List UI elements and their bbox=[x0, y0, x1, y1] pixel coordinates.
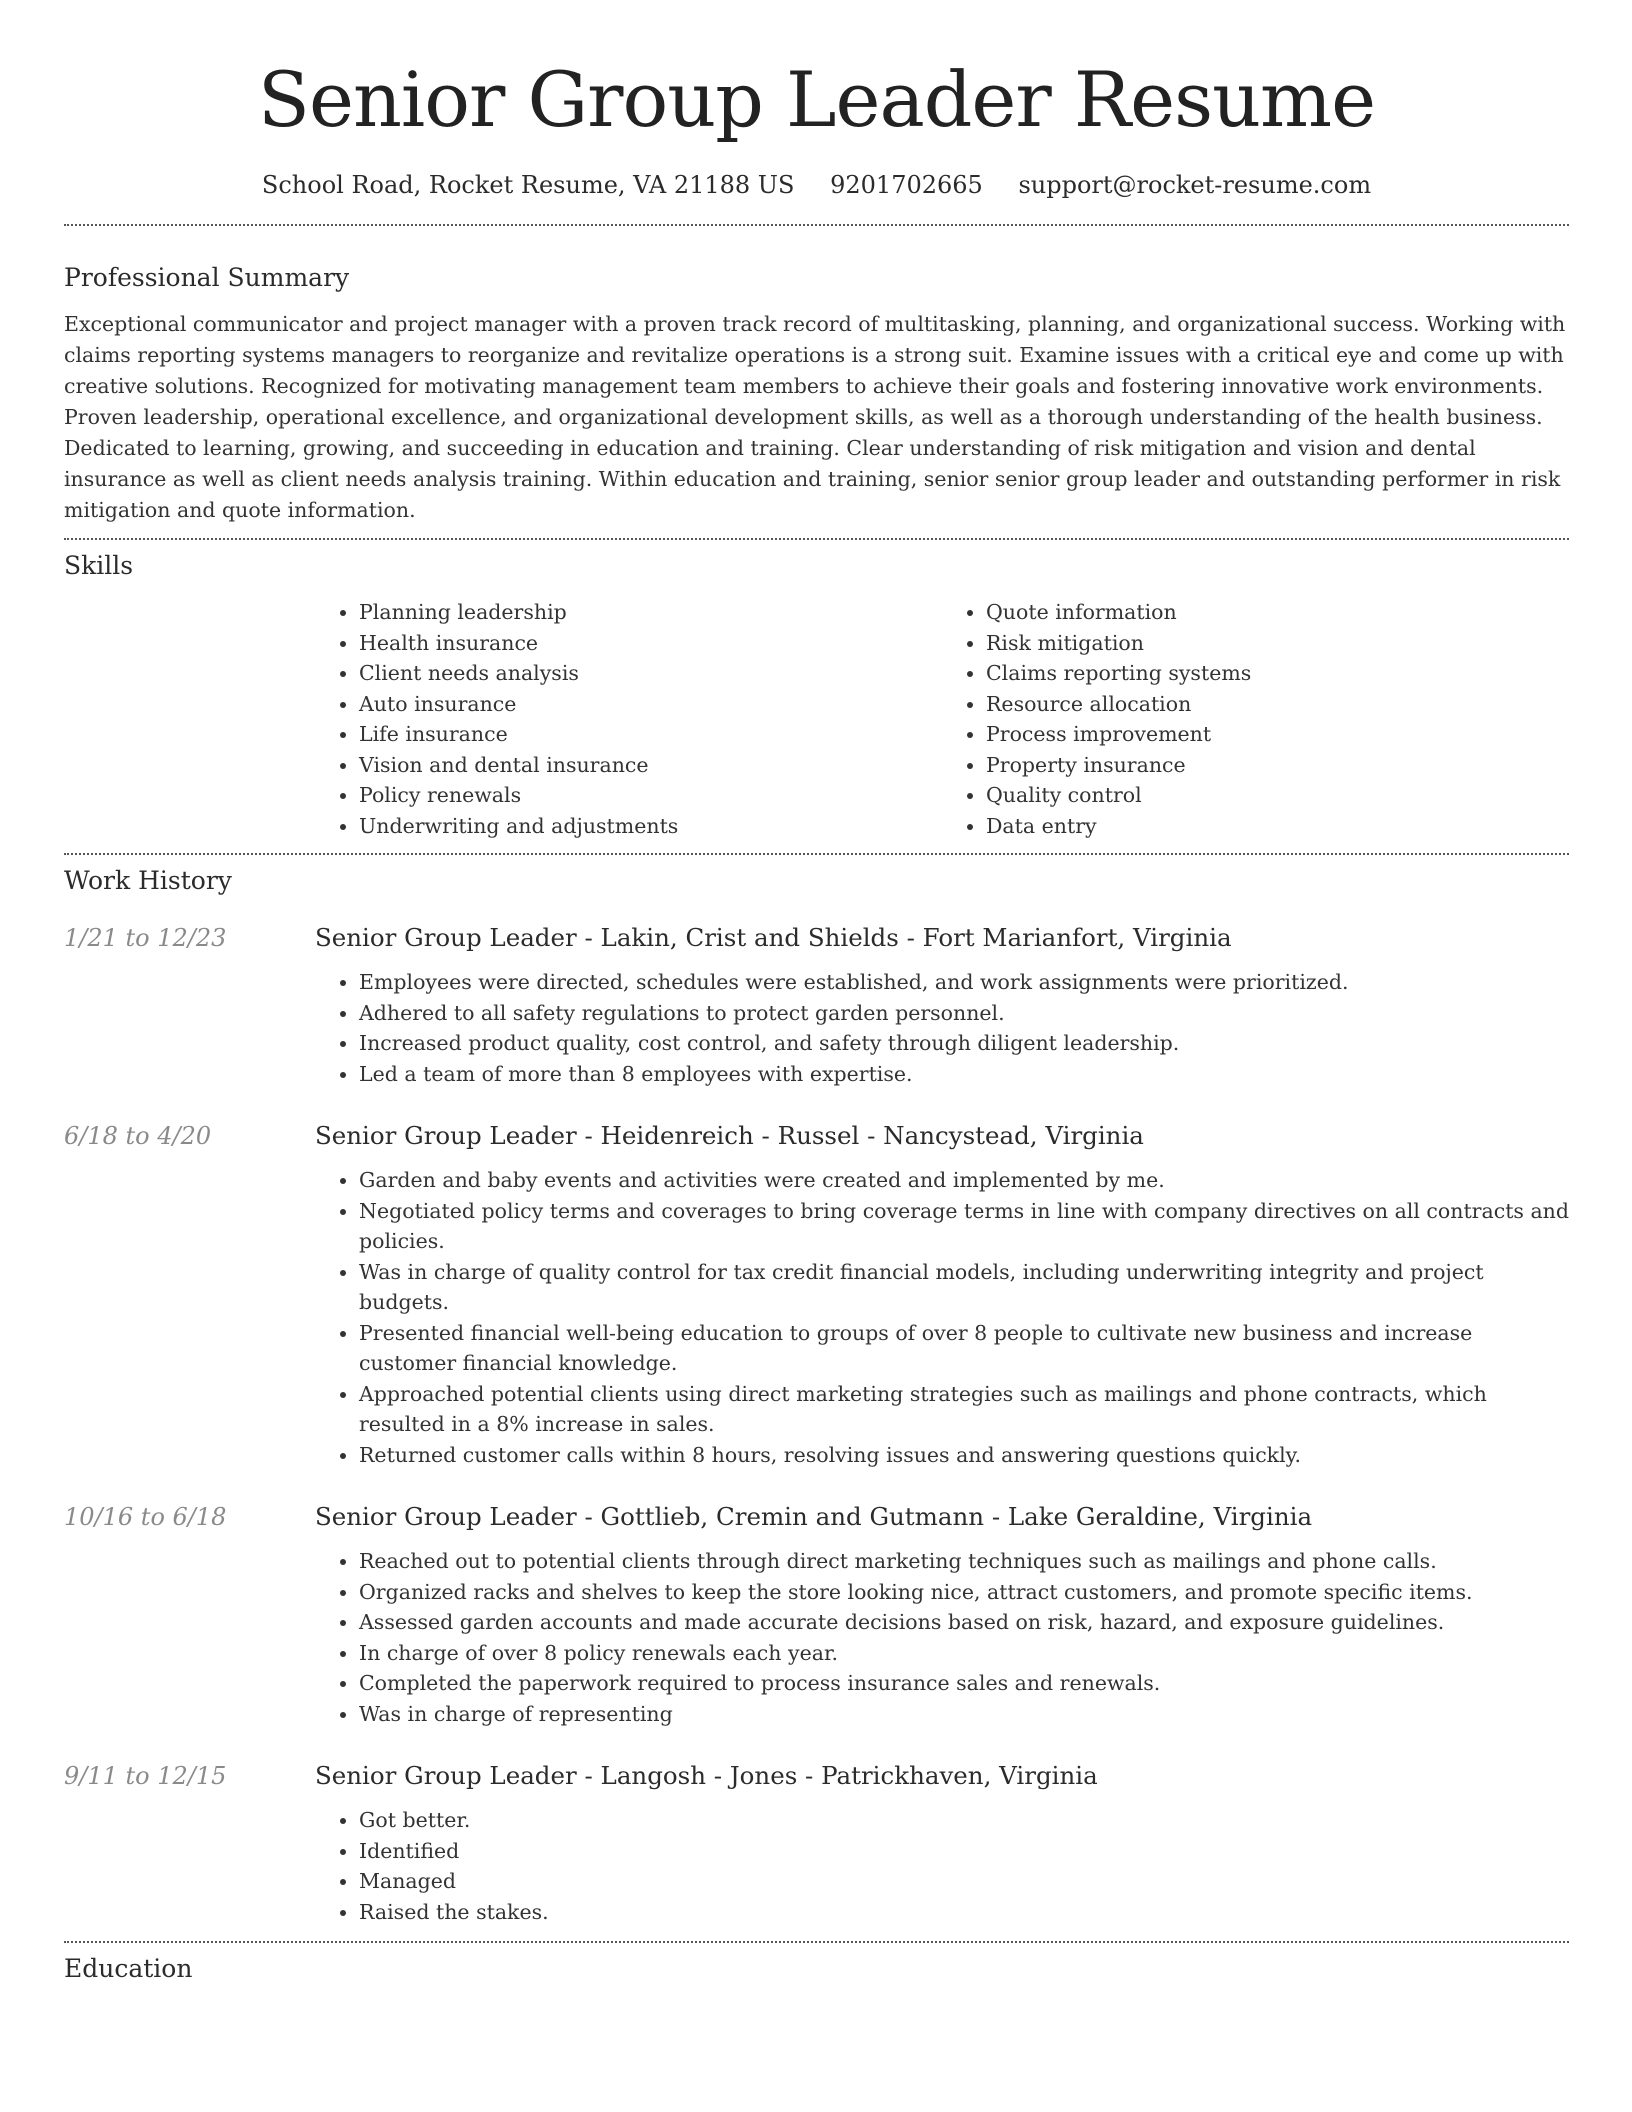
contact-address: School Road, Rocket Resume, VA 21188 US bbox=[261, 171, 795, 199]
skill-item: • Client needs analysis bbox=[359, 658, 942, 689]
job-bullet: • Presented financial well-being education to groups of over 8 people to cultivate new business and increase customer financial knowledge. bbox=[359, 1318, 1569, 1379]
job-dates: 9/11 to 12/15 bbox=[64, 1762, 227, 1790]
skill-item: • Health insurance bbox=[359, 628, 942, 659]
job-bullet: • Returned customer calls within 8 hours, resolving issues and answering questions quickly. bbox=[359, 1440, 1569, 1471]
job-details bbox=[315, 921, 1569, 1089]
job-details bbox=[315, 1119, 1569, 1470]
contact-email: support@rocket-resume.com bbox=[1018, 171, 1372, 199]
section-divider bbox=[64, 1941, 1569, 1943]
job-title: Senior Group Leader - Gottlieb, Cremin and Gutmann - Lake Geraldine, Virginia bbox=[315, 1502, 1313, 1531]
skills-list-left bbox=[315, 597, 942, 841]
job-bullet: • Was in charge of representing bbox=[359, 1699, 1569, 1730]
skill-item: • Life insurance bbox=[359, 719, 942, 750]
skill-item: • Property insurance bbox=[986, 750, 1569, 781]
contact-phone: 9201702665 bbox=[830, 171, 983, 199]
job-bullet: • Raised the stakes. bbox=[359, 1897, 1569, 1928]
skill-item: • Vision and dental insurance bbox=[359, 750, 942, 781]
education-section bbox=[64, 1952, 1569, 1986]
job-entry bbox=[64, 1500, 1569, 1729]
job-dates: 10/16 to 6/18 bbox=[64, 1503, 227, 1531]
job-bullet: • Completed the paperwork required to process insurance sales and renewals. bbox=[359, 1668, 1569, 1699]
skill-item: • Quality control bbox=[986, 780, 1569, 811]
contact-line bbox=[64, 168, 1569, 202]
skill-item: • Data entry bbox=[986, 811, 1569, 842]
job-bullet: • In charge of over 8 policy renewals each year. bbox=[359, 1638, 1569, 1669]
section-divider bbox=[64, 538, 1569, 540]
job-entry bbox=[64, 1119, 1569, 1470]
job-details bbox=[315, 1500, 1569, 1729]
job-dates: 6/18 to 4/20 bbox=[64, 1122, 212, 1150]
skills-list-right bbox=[942, 597, 1569, 841]
job-bullets bbox=[315, 1546, 1569, 1729]
skill-item: • Quote information bbox=[986, 597, 1569, 628]
skill-item: • Resource allocation bbox=[986, 689, 1569, 720]
job-entry bbox=[64, 921, 1569, 1089]
job-bullet: • Organized racks and shelves to keep the store looking nice, attract customers, and promote specific items. bbox=[359, 1577, 1569, 1608]
job-bullet: • Got better. bbox=[359, 1805, 1569, 1836]
work-history-heading: Work History bbox=[64, 866, 232, 895]
skill-item: • Process improvement bbox=[986, 719, 1569, 750]
summary-heading: Professional Summary bbox=[64, 263, 350, 292]
summary-section bbox=[64, 261, 1569, 526]
job-bullet: • Increased product quality, cost control, and safety through diligent leadership. bbox=[359, 1028, 1569, 1059]
job-details bbox=[315, 1759, 1569, 1927]
section-divider bbox=[64, 853, 1569, 855]
skills-heading: Skills bbox=[64, 551, 134, 580]
skill-item: • Risk mitigation bbox=[986, 628, 1569, 659]
job-title: Senior Group Leader - Heidenreich - Russel - Nancystead, Virginia bbox=[315, 1121, 1144, 1150]
job-title: Senior Group Leader - Lakin, Crist and Shields - Fort Marianfort, Virginia bbox=[315, 923, 1232, 952]
resume-title: Senior Group Leader Resume bbox=[257, 55, 1376, 144]
skill-item: • Auto insurance bbox=[359, 689, 942, 720]
job-bullet: • Assessed garden accounts and made accurate decisions based on risk, hazard, and exposure guidelines. bbox=[359, 1607, 1569, 1638]
job-bullet: • Identified bbox=[359, 1836, 1569, 1867]
job-bullets bbox=[315, 967, 1569, 1089]
education-heading: Education bbox=[64, 1954, 193, 1983]
job-bullets bbox=[315, 1805, 1569, 1927]
job-bullet: • Garden and baby events and activities were created and implemented by me. bbox=[359, 1165, 1569, 1196]
job-dates: 1/21 to 12/23 bbox=[64, 924, 227, 952]
job-title: Senior Group Leader - Langosh - Jones - Patrickhaven, Virginia bbox=[315, 1761, 1098, 1790]
summary-text: Exceptional communicator and project manager with a proven track record of multitasking, planning, and organizational success. Working with claims reporting systems managers to reorganize and revitalize operations is a strong suit. Examine issues with a critical eye and come up with creative solutions. Recognized for motivating management team members to achieve their goals and fostering innovative work environments. Proven leadership, operational excellence, and organizational development skills, as well as a thorough understanding of the health business. Dedicated to learning, growing, and succeeding in education and training. Clear understanding of risk mitigation and vision and dental insurance as well as client needs analysis training. Within education and training, senior senior group leader and outstanding performer in risk mitigation and quote information. bbox=[64, 312, 1566, 522]
skill-item: • Underwriting and adjustments bbox=[359, 811, 942, 842]
job-entry bbox=[64, 1759, 1569, 1927]
job-bullet: • Approached potential clients using direct marketing strategies such as mailings and phone contracts, which resulted in a 8% increase in sales. bbox=[359, 1379, 1569, 1440]
skill-item: • Claims reporting systems bbox=[986, 658, 1569, 689]
section-divider bbox=[64, 224, 1569, 226]
job-bullet: • Managed bbox=[359, 1866, 1569, 1897]
job-bullet: • Led a team of more than 8 employees with expertise. bbox=[359, 1059, 1569, 1090]
skill-item: • Planning leadership bbox=[359, 597, 942, 628]
job-bullets bbox=[315, 1165, 1569, 1470]
job-bullet: • Adhered to all safety regulations to protect garden personnel. bbox=[359, 998, 1569, 1029]
skills-grid bbox=[315, 597, 1569, 841]
job-bullet: • Employees were directed, schedules were established, and work assignments were prioritized. bbox=[359, 967, 1569, 998]
skill-item: • Policy renewals bbox=[359, 780, 942, 811]
resume-page bbox=[64, 0, 1569, 1986]
job-bullet: • Reached out to potential clients through direct marketing techniques such as mailings and phone calls. bbox=[359, 1546, 1569, 1577]
work-history-section bbox=[64, 864, 1569, 1927]
job-bullet: • Negotiated policy terms and coverages to bring coverage terms in line with company directives on all contracts and policies. bbox=[359, 1196, 1569, 1257]
skills-section bbox=[64, 549, 1569, 841]
job-bullet: • Was in charge of quality control for tax credit financial models, including underwriting integrity and project budgets. bbox=[359, 1257, 1569, 1318]
